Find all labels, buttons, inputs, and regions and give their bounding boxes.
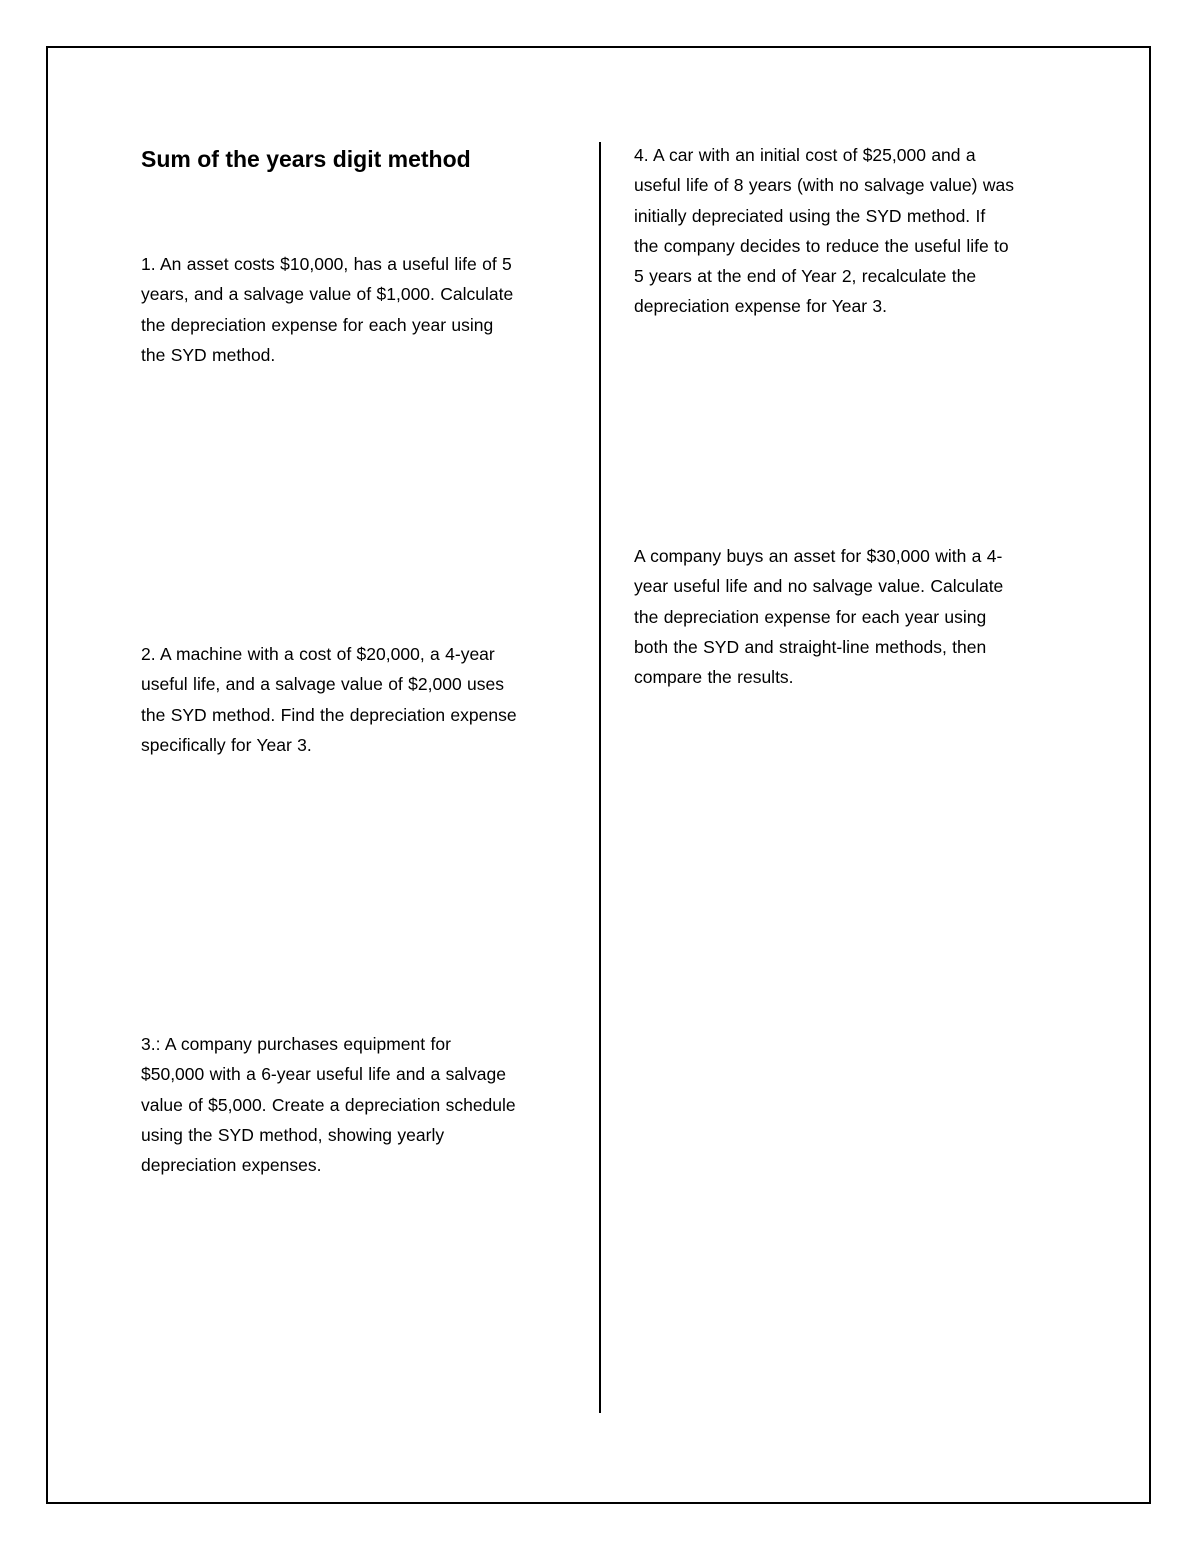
problem-2: [141, 639, 571, 760]
problem-2-line: useful life, and a salvage value of $2,000 uses: [141, 674, 504, 695]
problem-4-line: initially depreciated using the SYD method. If: [634, 205, 986, 226]
problem-4-line: 5 years at the end of Year 2, recalculate the: [634, 266, 977, 287]
problem-3-line: value of $5,000. Create a depreciation schedule: [141, 1094, 516, 1115]
problem-5: [634, 541, 1074, 692]
problem-5-line: the depreciation expense for each year using: [634, 606, 987, 627]
problem-5-line: A company buys an asset for $30,000 with a 4-: [634, 546, 1003, 566]
column-divider: [599, 142, 601, 1413]
problem-5-line: both the SYD and straight-line methods, then: [634, 636, 987, 657]
problem-2-line: 2. A machine with a cost of $20,000, a 4-year: [141, 644, 495, 664]
problem-4: [634, 140, 1074, 322]
problem-3-line: 3.: A company purchases equipment for: [141, 1034, 451, 1054]
problem-2-line: the SYD method. Find the depreciation expense: [141, 704, 517, 725]
problem-2-line: specifically for Year 3.: [141, 734, 312, 755]
problem-1: [141, 249, 571, 370]
problem-3-line: using the SYD method, showing yearly: [141, 1124, 445, 1145]
problem-1-line: the SYD method.: [141, 344, 276, 365]
problem-1-line: years, and a salvage value of $1,000. Calculate: [141, 284, 514, 305]
problem-4-line: useful life of 8 years (with no salvage value) was: [634, 175, 1014, 196]
document-title: Sum of the years digit method: [141, 146, 471, 172]
problem-4-line: the company decides to reduce the useful life to: [634, 235, 1009, 256]
problem-5-line: compare the results.: [634, 667, 794, 688]
problem-3: [141, 1029, 571, 1180]
problem-3-line: $50,000 with a 6-year useful life and a salvage: [141, 1064, 506, 1085]
problem-1-line: the depreciation expense for each year using: [141, 314, 494, 335]
problem-3-line: depreciation expenses.: [141, 1155, 322, 1176]
problem-5-line: year useful life and no salvage value. Calculate: [634, 576, 1004, 597]
problem-4-line: 4. A car with an initial cost of $25,000 and a: [634, 145, 976, 165]
problem-1-line: 1. An asset costs $10,000, has a useful life of 5: [141, 254, 512, 274]
problem-4-line: depreciation expense for Year 3.: [634, 296, 888, 317]
